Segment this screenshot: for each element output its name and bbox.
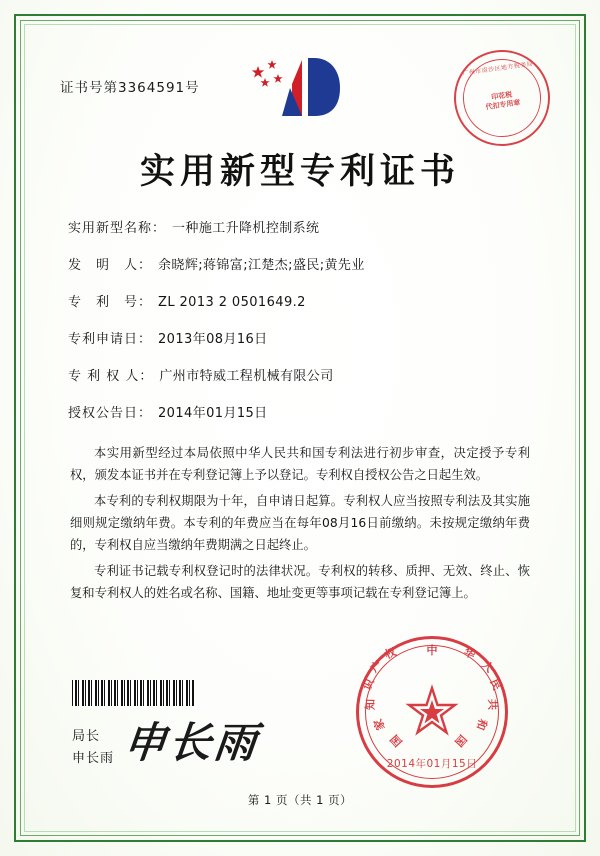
sipo-logo-icon	[252, 54, 348, 120]
field-value: 一种施工升降机控制系统	[172, 221, 320, 236]
signature-labels	[72, 720, 114, 770]
patent-fields	[68, 220, 532, 423]
legal-paragraph-1: 本实用新型经过本局依照中华人民共和国专利法进行初步审查，决定授予专利权，颁发本证书并在专利登记簿上予以登记。专利权自授权公告之日起生效。	[70, 446, 530, 482]
field-value: 广州市特威工程机械有限公司	[159, 369, 334, 384]
field-label: 授权公告日：	[68, 406, 153, 421]
field-label: 发 明 人：	[68, 258, 153, 273]
seal-char: 和	[473, 717, 490, 732]
tax-stamp-mid-text: 印花税 代扣专用章	[485, 90, 521, 112]
page-footer: 第 1 页（共 1 页）	[247, 793, 353, 807]
signature-title-label: 局长	[72, 729, 101, 744]
signature-block	[72, 718, 262, 770]
seal-char: 知	[363, 698, 378, 711]
tax-stamp-arc-text: 广州市南沙区地方税务局	[461, 60, 534, 78]
corner-ornament-bottom-left	[14, 816, 40, 842]
certificate-number: 证书号第3364591号	[60, 80, 200, 96]
seal-char: 民	[487, 676, 505, 693]
seal-char: 产	[367, 658, 385, 675]
field-row-grant-date	[68, 405, 532, 423]
seal-char: 共	[486, 698, 500, 711]
seal-char: 中	[426, 644, 438, 657]
field-label: 专 利 权 人：	[68, 369, 154, 384]
handwritten-signature: 申长雨	[121, 718, 262, 767]
certificate-content	[40, 34, 560, 822]
field-value: 余晓辉;蒋锦富;江楚杰;盛民;黄先业	[158, 258, 365, 273]
seal-char: 国	[388, 732, 406, 749]
field-row-application-date	[68, 331, 532, 349]
field-value: 2013年08月16日	[158, 332, 268, 347]
field-label: 专利申请日：	[68, 332, 153, 347]
national-emblem-icon	[402, 682, 462, 742]
certificate-header	[40, 34, 560, 130]
seal-char: 权	[383, 645, 399, 662]
field-value: ZL 2013 2 0501649.2	[158, 295, 306, 310]
corner-ornament-bottom-right	[560, 816, 586, 842]
field-row-patentee	[68, 368, 532, 386]
legal-text-block	[70, 442, 530, 604]
seal-char: 识	[360, 676, 378, 693]
corner-ornament-top-right	[560, 14, 586, 40]
corner-ornament-top-left	[14, 14, 40, 40]
field-row-patent-number	[68, 294, 532, 312]
tax-stamp-seal	[448, 44, 556, 152]
barcode	[72, 680, 194, 706]
field-value: 2014年01月15日	[158, 406, 268, 421]
legal-paragraph-2: 本专利的专利权期限为十年，自申请日起算。专利权人应当按照专利法及其实施细则规定缴纳年费。本专利的年费应当在每年08月16日前缴纳。未按规定缴纳年费的，专利权自应当缴纳年费期满之日起终止。	[70, 494, 530, 552]
field-row-inventors	[68, 257, 532, 275]
field-label: 实用新型名称：	[68, 221, 167, 236]
signature-name-label: 申长雨	[72, 751, 115, 766]
seal-char: 华	[462, 645, 478, 662]
seal-char: 人	[478, 658, 496, 675]
seal-char: 家	[371, 717, 388, 732]
field-row-utility-model-name	[68, 220, 532, 238]
national-office-seal	[356, 636, 508, 788]
legal-paragraph-3: 专利证书记载专利权登记时的法律状况。专利权的转移、质押、无效、终止、恢复和专利权人的姓名或名称、国籍、地址变更等事项记载在专利登记簿上。	[70, 564, 530, 600]
seal-char: 国	[452, 732, 470, 749]
page-title: 实用新型专利证书	[139, 151, 460, 192]
seal-date: 2014年01月15日	[386, 758, 478, 770]
field-label: 专 利 号：	[68, 295, 153, 310]
